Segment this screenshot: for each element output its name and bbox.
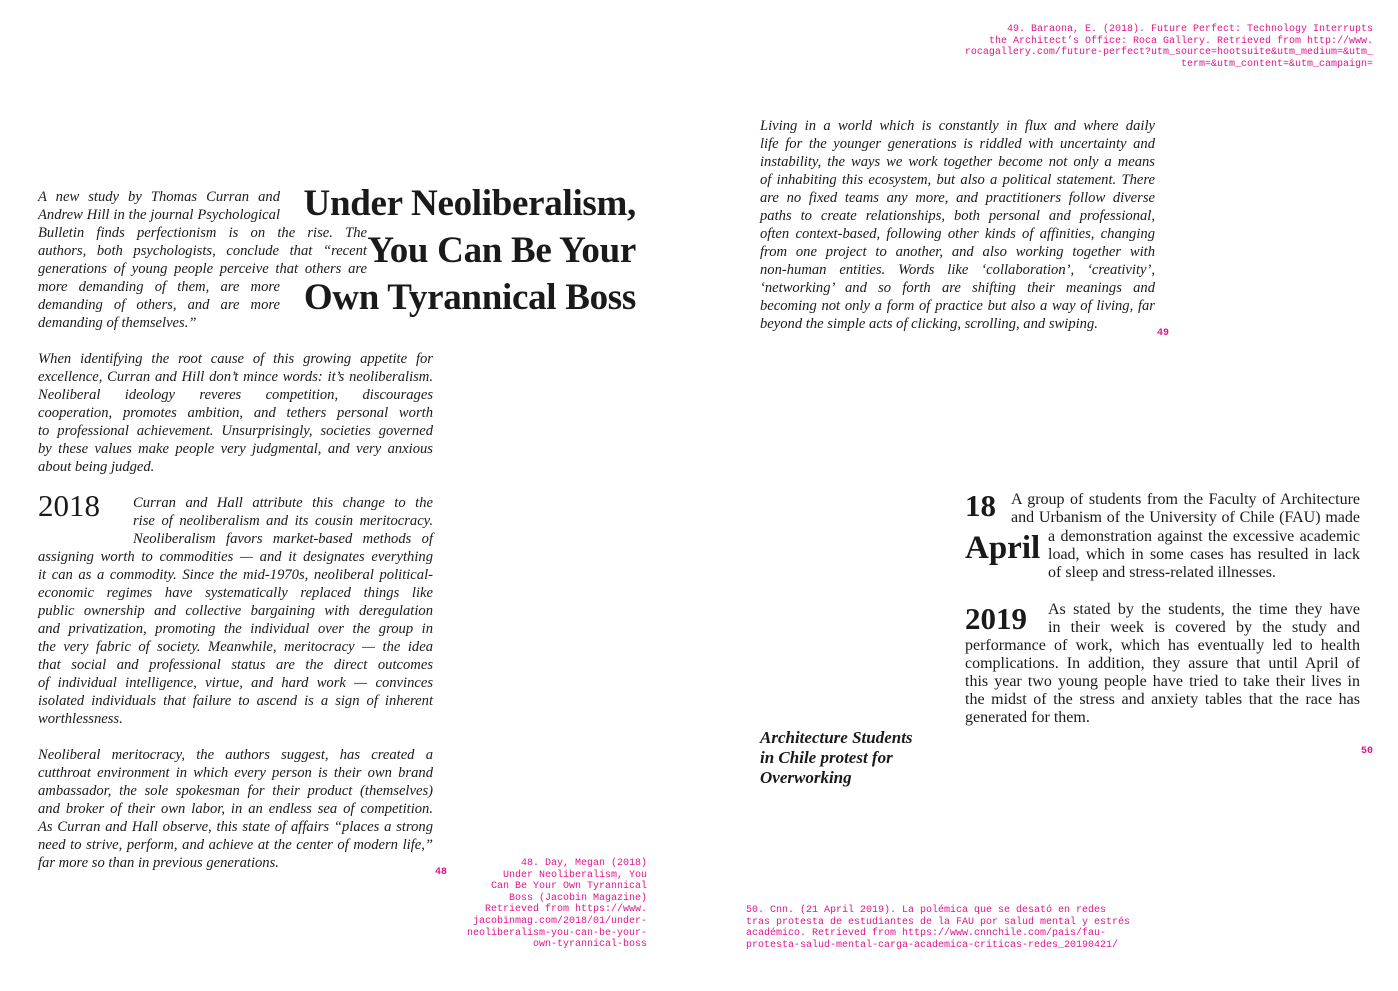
text-line: ‘networking’ and so forth are shifting their meanings and (760, 280, 1155, 296)
text-line: isolated individuals that failure to ascend is a sign of inherent (38, 693, 433, 709)
text-line: it can as a commodity. Since the mid-1970s, neoliberal political- (38, 567, 433, 583)
text-line: beyond the simple acts of clicking, scrolling, and swiping. (760, 316, 1098, 332)
date-month: April (965, 530, 1041, 566)
text-line: that social and professional status are the direct outcomes (38, 657, 433, 673)
text-line: of sleep and stress-related illnesses. (1048, 564, 1276, 581)
text-line: rocagallery.com/future-perfect?utm_source=hootsuite&utm_medium=&utm_ (964, 47, 1373, 59)
text-line: Under Neoliberalism, (303, 183, 636, 224)
text-line: Neoliberal ideology reveres competition, discourages (38, 387, 433, 403)
text-line: far more so than in previous generations. (38, 855, 279, 871)
text-line: own-tyrannical-boss (532, 939, 647, 951)
text-line: 49. Baraona, E. (2018). Future Perfect: Technology Interrupts (1006, 24, 1373, 35)
text-line: protesta-salud-mental-carga-academica-criticas-redes_20190421/ (746, 939, 1119, 951)
text-line: You Can Be Your (367, 230, 636, 271)
text-line: When identifying the root cause of this growing appetite for (38, 351, 433, 367)
text-line: tras protesta de estudiantes de la FAU por salud mental y estrés (746, 916, 1131, 928)
text-line: generations of young people perceive that others are (38, 261, 367, 277)
text-line: neoliberalism-you-can-be-your- (466, 927, 647, 939)
paragraph-neoliberalism (38, 350, 433, 476)
text-line: Boss (Jacobin Magazine) (508, 892, 647, 904)
text-line: performance of work, which has eventually led to health (965, 637, 1360, 654)
news-1-body (1048, 528, 1360, 582)
text-line: Own Tyrannical Boss (303, 277, 636, 318)
text-line: 50. Cnn. (21 April 2019). La polémica que se desató en redes (746, 905, 1107, 916)
text-line: a demonstration against the excessive academic (1048, 528, 1360, 545)
text-line: in their week is covered by the study and (1048, 619, 1360, 636)
text-line: from one project to another, and also working together with (760, 244, 1155, 260)
text-line: and Urbanism of the University of Chile (FAU) made (1011, 509, 1360, 526)
text-line: paths to create relationships, both personal and professional, (760, 208, 1155, 224)
page-number-49: 49 (1157, 328, 1170, 339)
text-line: A new study by Thomas Curran and (38, 189, 280, 205)
text-line: Retrieved from https://www. (484, 904, 647, 916)
text-line: by these values make people very judgmental, and very anxious (38, 441, 433, 457)
article-title (760, 728, 913, 788)
text-line: load, which in some cases has resulted in lack (1048, 546, 1360, 563)
intro-paragraph (38, 188, 367, 332)
essay-paragraph (760, 117, 1155, 333)
text-line: the very fabric of society. Meanwhile, meritocracy — the idea (38, 639, 433, 655)
text-line: Neoliberalism favors market-based methods of (133, 531, 433, 547)
text-line: and broker of their own labor, in an endless sea of competition. (38, 801, 433, 817)
text-line: Living in a world which is constantly in flux and where daily (760, 118, 1155, 134)
news-2-lead (1048, 601, 1360, 637)
text-line: instability, the ways we work together become not only a means (760, 154, 1155, 170)
text-line: complications. In addition, they assure that until April of (965, 655, 1360, 672)
text-line: As stated by the students, the time they have (1048, 601, 1360, 618)
text-line: life for the younger generations is riddled with uncertainty and (760, 136, 1155, 152)
text-line: in Chile protest for (760, 748, 893, 767)
text-line: Under Neoliberalism, You (502, 869, 647, 881)
text-line: authors, both psychologists, conclude that “recent (38, 243, 367, 259)
text-line: cooperation, promotes ambition, and tethers personal worth (38, 405, 433, 421)
text-line: As Curran and Hall observe, this state of affairs “places a strong (38, 819, 433, 835)
text-line: 48. Day, Megan (2018) (520, 858, 647, 869)
text-line: about being judged. (38, 459, 155, 475)
year-2018: 2018 (38, 488, 100, 523)
text-line: public ownership and collective bargaining with deregulation (38, 603, 433, 619)
text-line: demanding of others, and are more (38, 297, 280, 313)
paragraph-meritocracy (38, 494, 433, 728)
footnote-50 (746, 905, 1130, 951)
text-line: Architecture Students (760, 728, 913, 747)
text-line: académico. Retrieved from https://www.cnnchile.com/pais/fau- (746, 928, 1107, 940)
text-line: more demanding of them, are more (38, 279, 280, 295)
text-line: are no fixed teams any more, and practitioners follow diverse (760, 190, 1155, 206)
text-line: to professional achievement. Unsurprisingly, societies governed (38, 423, 433, 439)
text-line: Curran and Hall attribute this change to the (133, 495, 433, 511)
text-line: need to strive, perform, and achieve at the center of modern life,” (38, 837, 433, 853)
text-line: and privatization, promoting the individual over the group in (38, 621, 433, 637)
text-line: non-human entities. Words like ‘collaboration’, ‘creativity’, (760, 262, 1155, 278)
text-line: becoming not only a form of practice but also a way of living, far (760, 298, 1155, 314)
text-line: term=&utm_content=&utm_campaign= (1180, 58, 1373, 70)
text-line: generated for them. (965, 709, 1090, 726)
text-line: Overworking (760, 768, 852, 787)
date-day: 18 (965, 488, 996, 523)
text-line: ambassador, the sole spokesman for their product (themselves) (38, 783, 433, 799)
text-line: rise of neoliberalism and its cousin meritocracy. (133, 513, 433, 529)
footnote-48 (467, 858, 647, 951)
text-line: the Architect’s Office: Roca Gallery. Retrieved from http://www. (988, 35, 1373, 47)
page-number-48: 48 (435, 867, 448, 878)
text-line: assigning worth to commodities — and it designates everything (38, 549, 433, 565)
date-year: 2019 (965, 601, 1027, 636)
text-line: Bulletin finds perfectionism is on the rise. The (38, 225, 367, 241)
news-1-lead (1011, 491, 1360, 527)
text-line: Andrew Hill in the journal Psychological (38, 207, 280, 223)
page-number-50: 50 (1361, 746, 1374, 757)
text-line: jacobinmag.com/2018/01/under- (472, 915, 647, 927)
text-line: this year two young people have tried to take their lives in (965, 673, 1360, 690)
text-line: of inhabiting this ecosystem, but also a political statement. There (760, 172, 1155, 188)
text-line: excellence, Curran and Hill don’t mince words: it’s neoliberalism. (38, 369, 433, 385)
text-line: the midst of the stress and anxiety tables that the race has (965, 691, 1360, 708)
text-line: Neoliberal meritocracy, the authors suggest, has created a (38, 747, 433, 763)
text-line: often context-based, following other kinds of affinities, changing (760, 226, 1155, 242)
text-line: A group of students from the Faculty of Architecture (1011, 491, 1360, 508)
footnote-49 (965, 24, 1373, 70)
text-line: Can Be Your Own Tyrannical (490, 881, 647, 893)
text-line: worthlessness. (38, 711, 123, 727)
text-line: demanding of themselves.” (38, 315, 197, 331)
news-2-body (965, 637, 1360, 727)
paragraph-competition (38, 746, 433, 872)
text-line: of individual intelligence, virtue, and hard work — convinces (38, 675, 433, 691)
text-line: economic regimes have systematically replaced things like (38, 585, 433, 601)
text-line: cutthroat environment in which every person is their own brand (38, 765, 433, 781)
